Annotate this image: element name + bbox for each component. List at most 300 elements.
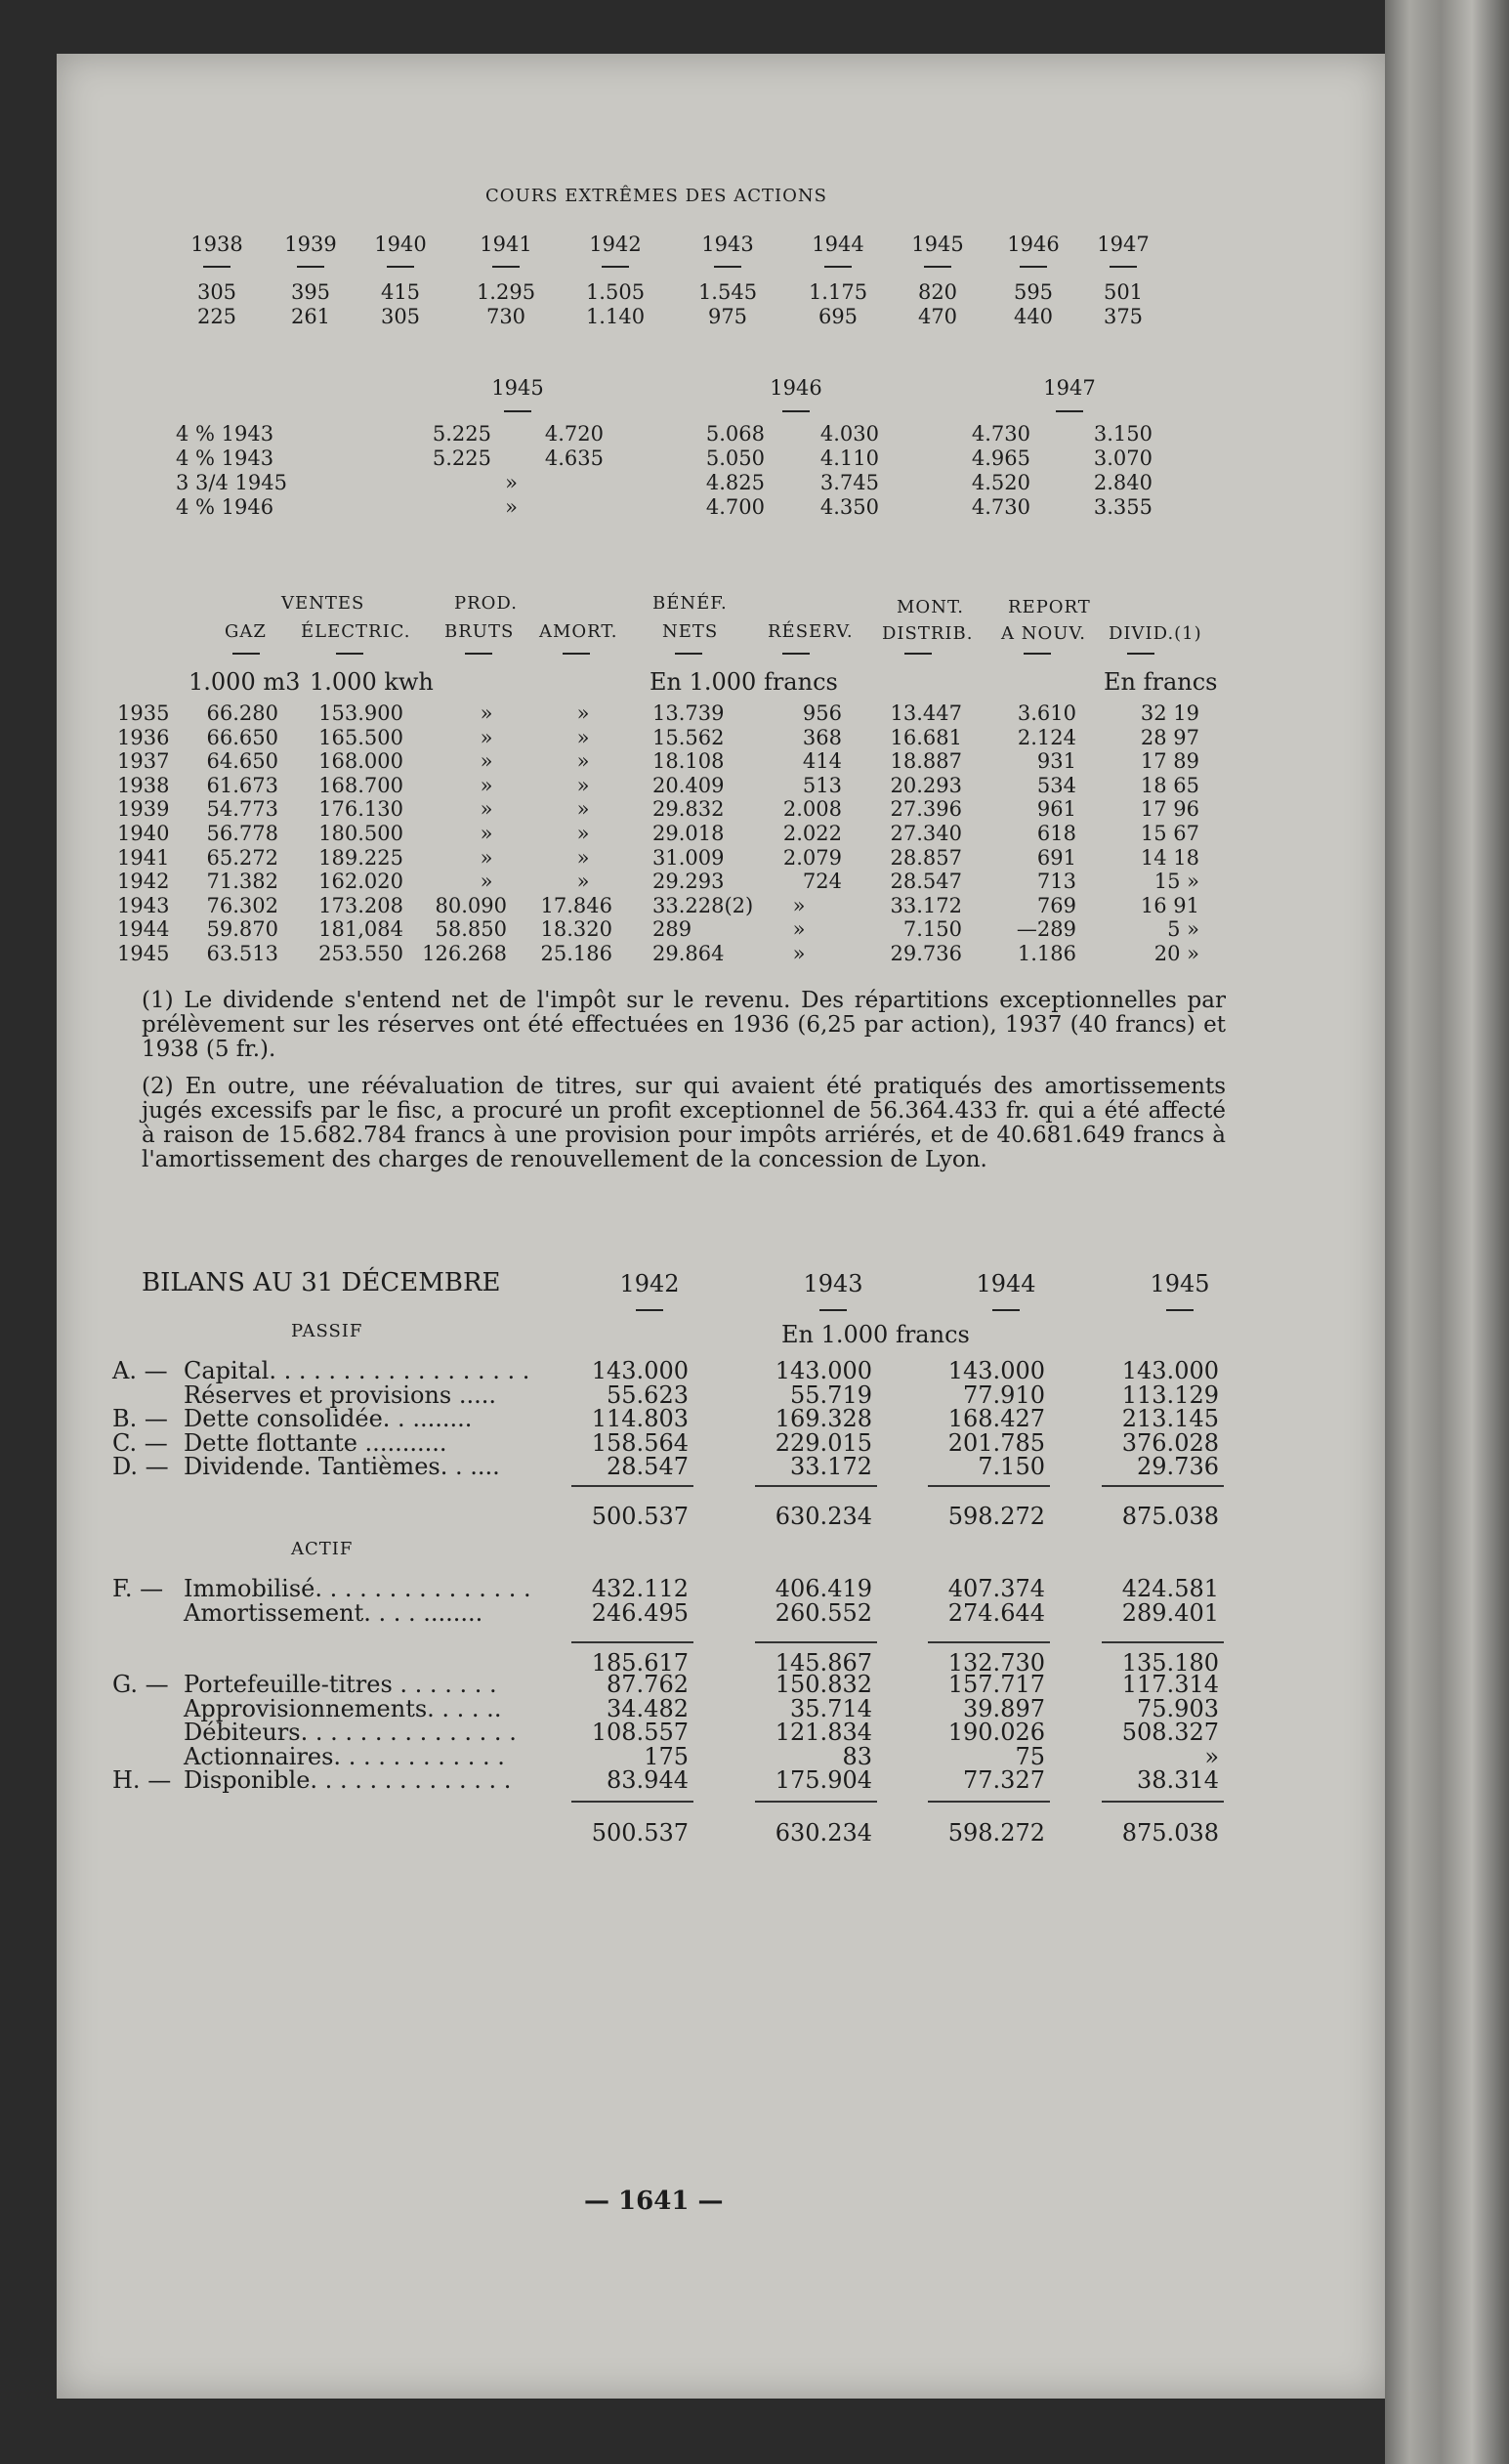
cours-high: 595 [1013, 280, 1054, 304]
exploit-value: 153.900 [318, 701, 403, 725]
exploit-value: 29.736 [890, 942, 962, 965]
bilans-value: 169.328 [775, 1405, 872, 1432]
exploit-value: 165.500 [318, 725, 403, 749]
hdr-mont: MONT. [897, 597, 965, 617]
bilans-value: 77.910 [963, 1381, 1045, 1409]
cours-high: 1.295 [476, 280, 536, 304]
exploit-value: » [792, 917, 806, 942]
bilans-value: 175 [644, 1742, 689, 1770]
oblig-value: 3.150 [1093, 422, 1153, 446]
exploit-value: 368 [802, 725, 842, 749]
bilans-value: 83.944 [607, 1766, 689, 1794]
passif-total: 500.537 [591, 1503, 689, 1530]
bilans-value: 406.419 [775, 1575, 872, 1602]
hdr-amort: AMORT. [539, 621, 618, 642]
bilans-value: 201.785 [947, 1428, 1045, 1457]
exploit-dash [1024, 653, 1051, 655]
cours-low: 1.140 [585, 305, 646, 328]
hdr-nets: NETS [662, 621, 719, 642]
bilans-title: BILANS AU 31 DÉCEMBRE [142, 1268, 501, 1297]
exploit-value: 58.850 [435, 917, 507, 942]
cours-dash [387, 266, 414, 268]
oblig-value: 2.840 [1093, 471, 1153, 494]
oblig-label: 4 % 1943 [176, 446, 274, 470]
cours-low: 305 [380, 305, 421, 328]
exploit-value: » [576, 749, 590, 774]
exploit-dash [232, 653, 260, 655]
exploit-value: » [480, 749, 493, 774]
cours-year: 1944 [812, 233, 864, 256]
unit-enfrancs: En francs [1104, 668, 1218, 696]
exploit-value: 414 [802, 749, 842, 774]
bilans-value: 38.314 [1137, 1766, 1219, 1794]
oblig-value: 4.720 [544, 422, 604, 446]
bilans-value: 83 [842, 1742, 872, 1770]
bilans-value: 55.623 [607, 1381, 689, 1409]
bilans-prefix: C. — [112, 1428, 168, 1457]
oblig-value: 5.225 [432, 446, 491, 470]
bilans-label: Capital. . . . . . . . . . . . . . . . . . [184, 1357, 530, 1384]
bilans-year: 1944 [976, 1270, 1036, 1297]
exploit-value: 931 [1036, 749, 1076, 774]
exploit-value: 56.778 [206, 822, 278, 845]
hdr-bruts: BRUTS [444, 621, 515, 642]
exploit-value: 71.382 [206, 870, 278, 894]
exploit-value: » [576, 870, 590, 894]
oblig-year: 1947 [1043, 376, 1096, 400]
total-rule [1102, 1485, 1224, 1487]
exploit-value: » [480, 822, 493, 845]
cours-dash [714, 266, 741, 268]
exploit-value: 253.550 [318, 942, 403, 965]
exploit-value: 66.280 [206, 701, 278, 725]
exploit-value: 18 65 [1140, 773, 1199, 797]
document-page [57, 54, 1385, 2399]
bilans-value: 7.150 [978, 1453, 1045, 1480]
bilans-value: 75.903 [1137, 1694, 1219, 1722]
bilans-value: 39.897 [963, 1694, 1045, 1722]
oblig-label: 4 % 1946 [176, 495, 274, 519]
bilans-value: 55.719 [790, 1381, 872, 1409]
hdr-anouv: A NOUV. [1001, 623, 1086, 644]
exploit-year: 1939 [117, 797, 170, 822]
footnote-1: (1) Le dividende s'entend net de l'impôt sur le revenu. Des répartitions exceptionnelles par prélèvement sur les réserves ont été effectuées en 1936 (6,25 par action), 1937 (40 francs) et 1938 (5 fr.). [142, 988, 1226, 1062]
oblig-value: 5.225 [432, 422, 491, 446]
exploit-year: 1935 [117, 701, 170, 725]
exploit-value: 513 [802, 773, 842, 797]
passif-total: 630.234 [775, 1503, 872, 1530]
exploit-value: 59.870 [206, 917, 278, 942]
exploit-value: 2.124 [1017, 725, 1076, 749]
bilans-value: 29.736 [1137, 1453, 1219, 1480]
exploit-value: 18.320 [540, 917, 612, 942]
exploit-value: 33.228(2) [652, 893, 754, 917]
exploit-dash [904, 653, 932, 655]
exploit-value: 2.022 [782, 822, 842, 845]
exploit-value: 168.700 [318, 773, 403, 797]
cours-high: 395 [290, 280, 331, 304]
hdr-distrib: DISTRIB. [882, 623, 974, 644]
total-rule [755, 1801, 877, 1803]
exploit-value: » [576, 701, 590, 725]
total-rule [1102, 1801, 1224, 1803]
page-number: — 1641 — [584, 2187, 724, 2216]
exploit-value: » [576, 797, 590, 822]
actif-total: 500.537 [591, 1819, 689, 1847]
bilans-prefix: D. — [112, 1453, 169, 1480]
exploit-year: 1944 [117, 917, 170, 942]
exploit-value: 16 91 [1140, 893, 1199, 917]
exploit-value: 180.500 [318, 822, 403, 845]
actif-total: 598.272 [947, 1819, 1045, 1847]
exploit-dash [563, 653, 590, 655]
exploit-value: 956 [802, 701, 842, 725]
exploit-value: 769 [1036, 893, 1076, 917]
bilans-value: 274.644 [947, 1598, 1045, 1627]
exploit-value: 27.396 [890, 797, 962, 822]
total-rule [1102, 1641, 1224, 1643]
bilans-value: 407.374 [947, 1575, 1045, 1602]
cours-year: 1941 [480, 233, 532, 256]
oblig-dash [504, 410, 531, 412]
oblig-value: » [505, 471, 518, 494]
bilans-prefix: A. — [112, 1357, 168, 1384]
cours-year: 1938 [190, 233, 243, 256]
cours-high: 820 [917, 280, 958, 304]
exploit-value: 80.090 [435, 893, 507, 917]
exploit-dash [675, 653, 702, 655]
actif-net: 132.730 [947, 1649, 1045, 1677]
oblig-label: 4 % 1943 [176, 422, 274, 446]
oblig-dash [1056, 410, 1083, 412]
bilans-value: 35.714 [790, 1694, 872, 1722]
exploit-value: 28.547 [890, 870, 962, 894]
cours-low: 975 [707, 305, 748, 328]
exploit-value: 618 [1036, 822, 1076, 845]
oblig-value: 3.070 [1093, 446, 1153, 470]
footnote-2: (2) En outre, une réévaluation de titres, sur qui avaient été pratiqués des amortissements jugés excessifs par le fisc, a procuré un profit exceptionnel de 56.364.433 fr. qui a été affecté à raison de 15.682.784 francs à une provision pour impôts arriérés, et de 40.681.649 francs à l'amortissement des charges de renouvellement de la concession de Lyon. [142, 1074, 1226, 1172]
cours-low: 225 [196, 305, 237, 328]
exploit-value: » [480, 725, 493, 749]
oblig-value: 3.355 [1093, 495, 1153, 519]
cours-dash [297, 266, 324, 268]
passif-label: PASSIF [291, 1321, 363, 1341]
exploit-value: 65.272 [206, 845, 278, 870]
passif-total: 598.272 [947, 1503, 1045, 1530]
exploit-value: » [480, 870, 493, 894]
exploit-value: 17 89 [1140, 749, 1199, 774]
exploit-value: 66.650 [206, 725, 278, 749]
unit-electric: 1.000 kwh [310, 668, 434, 696]
exploit-value: 18.887 [890, 749, 962, 774]
exploit-value: 29.832 [652, 797, 725, 822]
exploit-value: 176.130 [318, 797, 403, 822]
exploit-value: 16.681 [890, 725, 962, 749]
exploit-value: 20 » [1153, 942, 1199, 965]
bilans-value: 143.000 [947, 1357, 1045, 1384]
bilans-value: 168.427 [947, 1405, 1045, 1432]
oblig-value: 4.730 [971, 422, 1030, 446]
cours-year: 1939 [284, 233, 337, 256]
passif-total: 875.038 [1121, 1503, 1219, 1530]
cours-high: 415 [380, 280, 421, 304]
bilans-label: Portefeuille-titres . . . . . . . [184, 1671, 497, 1698]
exploit-value: 713 [1036, 870, 1076, 894]
bilans-label: Dette consolidée. . ........ [184, 1405, 473, 1432]
exploit-year: 1938 [117, 773, 170, 797]
cours-dash [1020, 266, 1047, 268]
exploit-year: 1943 [117, 893, 170, 917]
exploit-value: » [576, 773, 590, 797]
hdr-prod: PROD. [454, 593, 518, 614]
cours-dash [492, 266, 520, 268]
exploit-value: 14 18 [1140, 845, 1199, 870]
bilans-value: 114.803 [591, 1405, 689, 1432]
cours-dash [602, 266, 629, 268]
bilans-dash [636, 1309, 663, 1311]
exploit-value: » [480, 797, 493, 822]
bilans-value: 157.717 [947, 1671, 1045, 1698]
exploit-value: 173.208 [318, 893, 403, 917]
actif-label: ACTIF [291, 1539, 354, 1559]
bilans-value: 508.327 [1121, 1719, 1219, 1746]
hdr-divid: DIVID.(1) [1109, 623, 1202, 644]
exploit-value: 2.079 [782, 845, 842, 870]
cours-low: 375 [1103, 305, 1144, 328]
exploit-value: 691 [1036, 845, 1076, 870]
cours-low: 470 [917, 305, 958, 328]
hdr-reserv: RÉSERV. [768, 621, 854, 642]
bilans-label: Approvisionnements. . . . .. [184, 1694, 502, 1722]
total-rule [928, 1641, 1050, 1643]
total-rule [755, 1485, 877, 1487]
oblig-value: 4.520 [971, 471, 1030, 494]
total-rule [571, 1801, 693, 1803]
cours-high: 1.175 [808, 280, 868, 304]
exploit-value: 13.447 [890, 701, 962, 725]
cours-year: 1947 [1097, 233, 1150, 256]
exploit-value: 15 » [1153, 870, 1199, 894]
bilans-unit: En 1.000 francs [781, 1321, 970, 1348]
bilans-value: 121.834 [775, 1719, 872, 1746]
bilans-value: 87.762 [607, 1671, 689, 1698]
oblig-value: 4.700 [705, 495, 765, 519]
exploit-value: 20.409 [652, 773, 725, 797]
exploit-value: —289 [1016, 917, 1076, 942]
exploit-value: 1.186 [1017, 942, 1076, 965]
cours-high: 501 [1103, 280, 1144, 304]
exploit-value: 18.108 [652, 749, 725, 774]
oblig-year: 1946 [770, 376, 822, 400]
exploit-value: 61.673 [206, 773, 278, 797]
exploit-value: 289 [652, 917, 692, 942]
cours-dash [824, 266, 852, 268]
actif-net: 135.180 [1121, 1649, 1219, 1677]
bilans-value: 143.000 [591, 1357, 689, 1384]
bilans-year: 1942 [619, 1270, 680, 1297]
bilans-prefix: G. — [112, 1671, 169, 1698]
bilans-dash [992, 1309, 1020, 1311]
bilans-value: 229.015 [775, 1428, 872, 1457]
exploit-value: » [480, 701, 493, 725]
unit-gaz: 1.000 m3 [189, 668, 301, 696]
bilans-value: 213.145 [1121, 1405, 1219, 1432]
hdr-ventes: VENTES [281, 593, 365, 614]
exploit-value: 126.268 [422, 942, 507, 965]
bilans-label: Dividende. Tantièmes. . .... [184, 1453, 500, 1480]
exploit-value: 20.293 [890, 773, 962, 797]
exploit-value: 15.562 [652, 725, 725, 749]
cours-year: 1945 [911, 233, 964, 256]
cours-low: 730 [485, 305, 526, 328]
hdr-report: REPORT [1008, 597, 1091, 617]
actif-net: 145.867 [775, 1649, 872, 1677]
exploit-value: 162.020 [318, 870, 403, 894]
exploit-value: » [480, 845, 493, 870]
bilans-prefix: H. — [112, 1766, 172, 1794]
exploit-dash [336, 653, 363, 655]
exploit-value: 961 [1036, 797, 1076, 822]
hdr-electric: ÉLECTRIC. [301, 621, 411, 642]
bilans-value: 190.026 [947, 1719, 1045, 1746]
bilans-value: 108.557 [591, 1719, 689, 1746]
total-rule [928, 1801, 1050, 1803]
oblig-value: 3.745 [819, 471, 879, 494]
exploit-dash [782, 653, 810, 655]
exploit-value: » [576, 845, 590, 870]
bilans-value: 376.028 [1121, 1428, 1219, 1457]
actif-net: 185.617 [591, 1649, 689, 1677]
exploit-value: 15 67 [1140, 822, 1199, 845]
hdr-gaz: GAZ [225, 621, 267, 642]
bilans-value: 28.547 [607, 1453, 689, 1480]
bilans-value: 33.172 [790, 1453, 872, 1480]
exploit-dash [465, 653, 492, 655]
bilans-value: 158.564 [591, 1428, 689, 1457]
cours-high: 305 [196, 280, 237, 304]
bilans-value: 143.000 [1121, 1357, 1219, 1384]
cours-title: COURS EXTRÊMES DES ACTIONS [485, 186, 827, 206]
exploit-year: 1937 [117, 749, 170, 774]
total-rule [571, 1641, 693, 1643]
exploit-value: 54.773 [206, 797, 278, 822]
total-rule [571, 1485, 693, 1487]
total-rule [755, 1641, 877, 1643]
bilans-value: 75 [1015, 1742, 1045, 1770]
cours-low: 695 [817, 305, 859, 328]
bilans-label: Réserves et provisions ..... [184, 1381, 496, 1409]
exploit-value: 2.008 [782, 797, 842, 822]
oblig-value: 4.730 [971, 495, 1030, 519]
exploit-value: 724 [802, 870, 842, 894]
exploit-year: 1942 [117, 870, 170, 894]
bilans-label: Actionnaires. . . . . . . . . . . . [184, 1742, 505, 1770]
oblig-value: 4.350 [819, 495, 879, 519]
bilans-year: 1943 [803, 1270, 863, 1297]
bilans-prefix: B. — [112, 1405, 168, 1432]
exploit-value: 29.018 [652, 822, 725, 845]
bilans-value: 289.401 [1121, 1598, 1219, 1627]
exploit-value: 63.513 [206, 942, 278, 965]
bilans-value: 143.000 [775, 1357, 872, 1384]
oblig-year: 1945 [491, 376, 544, 400]
exploit-value: » [576, 822, 590, 845]
bilans-value: 246.495 [591, 1598, 689, 1627]
bilans-value: 77.327 [963, 1766, 1045, 1794]
bilans-dash [819, 1309, 847, 1311]
cours-dash [1110, 266, 1137, 268]
cours-high: 1.505 [585, 280, 646, 304]
cours-dash [203, 266, 231, 268]
bilans-label: Amortissement. . . . ........ [184, 1598, 483, 1627]
cours-low: 440 [1013, 305, 1054, 328]
book-page-edge [1385, 0, 1509, 2464]
exploit-value: 5 » [1167, 917, 1199, 942]
bilans-value: 432.112 [591, 1575, 689, 1602]
bilans-value: 175.904 [775, 1766, 872, 1794]
oblig-dash [782, 410, 810, 412]
exploit-value: 28 97 [1140, 725, 1199, 749]
oblig-value: 4.030 [819, 422, 879, 446]
cours-high: 1.545 [697, 280, 758, 304]
oblig-value: 5.068 [705, 422, 765, 446]
exploit-value: » [792, 942, 806, 965]
exploit-year: 1936 [117, 725, 170, 749]
cours-dash [924, 266, 951, 268]
exploit-value: 31.009 [652, 845, 725, 870]
oblig-value: 5.050 [705, 446, 765, 470]
exploit-value: 64.650 [206, 749, 278, 774]
cours-year: 1943 [701, 233, 754, 256]
exploit-value: 28.857 [890, 845, 962, 870]
unit-en1000: En 1.000 francs [650, 668, 838, 696]
exploit-value: 13.739 [652, 701, 725, 725]
exploit-value: 189.225 [318, 845, 403, 870]
bilans-year: 1945 [1150, 1270, 1210, 1297]
bilans-label: Immobilisé. . . . . . . . . . . . . . . [184, 1575, 531, 1602]
bilans-label: Débiteurs. . . . . . . . . . . . . . . [184, 1719, 517, 1746]
bilans-dash [1166, 1309, 1194, 1311]
bilans-label: Disponible. . . . . . . . . . . . . . [184, 1766, 512, 1794]
exploit-value: 7.150 [902, 917, 962, 942]
exploit-value: 76.302 [206, 893, 278, 917]
exploit-value: 3.610 [1017, 701, 1076, 725]
exploit-dash [1127, 653, 1154, 655]
oblig-value: 4.110 [819, 446, 879, 470]
bilans-value: 260.552 [775, 1598, 872, 1627]
exploit-year: 1940 [117, 822, 170, 845]
bilans-value: 150.832 [775, 1671, 872, 1698]
cours-year: 1942 [589, 233, 642, 256]
exploit-value: » [576, 725, 590, 749]
bilans-value: 34.482 [607, 1694, 689, 1722]
bilans-label: Dette flottante ........... [184, 1428, 447, 1457]
exploit-value: 32 19 [1140, 701, 1199, 725]
exploit-value: 27.340 [890, 822, 962, 845]
oblig-value: 4.825 [705, 471, 765, 494]
exploit-year: 1945 [117, 942, 170, 965]
exploit-year: 1941 [117, 845, 170, 870]
cours-low: 261 [290, 305, 331, 328]
oblig-label: 3 3/4 1945 [176, 471, 287, 494]
exploit-value: 25.186 [540, 942, 612, 965]
exploit-value: 181,084 [318, 917, 403, 942]
exploit-value: 29.293 [652, 870, 725, 894]
actif-total: 630.234 [775, 1819, 872, 1847]
total-rule [928, 1485, 1050, 1487]
exploit-value: » [480, 773, 493, 797]
hdr-benef: BÉNÉF. [652, 593, 728, 614]
